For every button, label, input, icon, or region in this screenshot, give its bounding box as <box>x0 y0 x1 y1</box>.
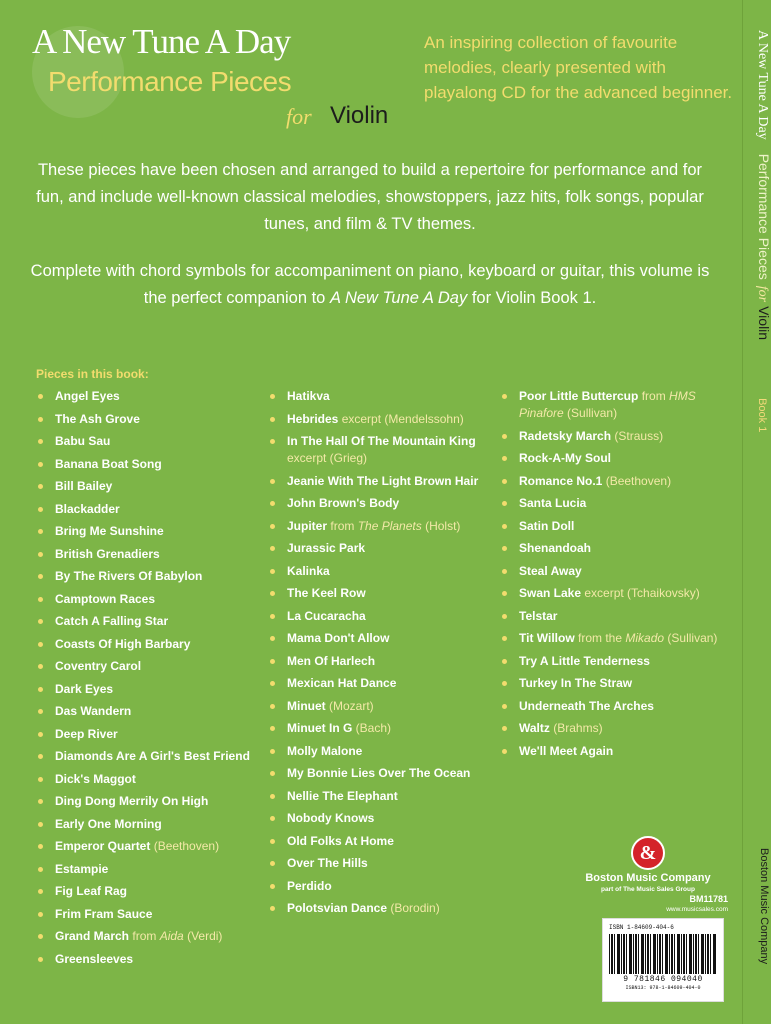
pieces-column-2 <box>268 388 498 923</box>
piece-title: Minuet In G <box>287 721 353 735</box>
piece-title: Early One Morning <box>55 816 162 831</box>
piece-item <box>500 630 738 647</box>
piece-title: Grand March <box>55 929 130 943</box>
piece-item <box>36 861 256 878</box>
piece-item <box>36 703 256 720</box>
publisher-logo-icon: & <box>631 836 665 870</box>
piece-title: Tit Willow <box>519 631 575 645</box>
piece-item <box>500 608 738 625</box>
piece-item <box>268 585 498 602</box>
piece-item <box>36 591 256 608</box>
catalogue-code: BM11781 <box>689 894 728 904</box>
piece-title: Dark Eyes <box>55 681 114 696</box>
publisher-group: part of The Music Sales Group <box>601 886 695 893</box>
piece-title: Polotsvian Dance <box>287 901 388 915</box>
isbn13-label: ISBN13: 978-1-84609-404-0 <box>625 985 701 991</box>
piece-item <box>268 720 498 737</box>
piece-title: Men Of Harlech <box>287 653 376 668</box>
piece-title: The Ash Grove <box>55 411 140 426</box>
piece-title: Telstar <box>519 608 558 623</box>
piece-title: In The Hall Of The Mountain King <box>287 434 476 448</box>
piece-note: excerpt (Grieg) <box>287 451 368 465</box>
piece-title: Ding Dong Merrily On High <box>55 794 209 808</box>
piece-title: Fig Leaf Rag <box>55 884 128 898</box>
series-logo <box>32 18 412 129</box>
piece-note: (Sullivan) <box>567 406 618 420</box>
spine-instrument: Violin <box>756 306 772 341</box>
piece-item <box>268 675 498 692</box>
piece-item <box>36 523 256 540</box>
piece-title: Turkey In The Straw <box>519 676 633 690</box>
piece-item <box>268 900 498 917</box>
pieces-heading: Pieces in this book: <box>36 367 149 381</box>
piece-item <box>268 788 498 805</box>
spine-text <box>750 30 772 1010</box>
piece-item <box>500 698 738 715</box>
piece-item <box>268 608 498 625</box>
piece-item <box>268 765 498 782</box>
piece-item <box>500 518 738 535</box>
piece-title: Catch A Falling Star <box>55 614 169 628</box>
piece-title: Frim Fram Sauce <box>55 906 153 921</box>
piece-title: Swan Lake <box>519 586 582 600</box>
piece-item <box>36 928 256 945</box>
piece-item <box>268 433 498 467</box>
piece-title: Steal Away <box>519 563 582 578</box>
piece-note: excerpt (Tchaikovsky) <box>584 586 700 600</box>
piece-title: Diamonds Are A Girl's Best Friend <box>55 749 250 763</box>
piece-title: Poor Little Buttercup <box>519 389 639 403</box>
piece-work-title: Mikado <box>625 631 665 645</box>
series-for: for <box>286 104 312 129</box>
publisher-url: www.musicsales.com <box>666 906 728 913</box>
piece-note: (Borodin) <box>390 901 440 915</box>
piece-item <box>268 878 498 895</box>
piece-title: Blackadder <box>55 501 120 516</box>
publisher-block <box>568 836 728 914</box>
piece-item <box>36 433 256 450</box>
piece-item <box>36 636 256 653</box>
piece-item <box>36 681 256 698</box>
series-title: A New Tune A Day <box>32 22 291 61</box>
piece-title: Angel Eyes <box>55 389 120 403</box>
piece-item <box>36 478 256 495</box>
piece-item <box>268 855 498 872</box>
piece-title: Underneath The Arches <box>519 698 654 713</box>
piece-item <box>268 411 498 428</box>
piece-item <box>268 473 498 490</box>
piece-note: from the <box>578 631 623 645</box>
piece-title: Nellie The Elephant <box>287 788 398 803</box>
piece-title: Santa Lucia <box>519 496 587 510</box>
piece-item <box>268 698 498 715</box>
piece-item <box>268 810 498 827</box>
piece-item <box>36 793 256 810</box>
piece-title: My Bonnie Lies Over The Ocean <box>287 766 471 780</box>
piece-note: (Beethoven) <box>605 473 672 488</box>
piece-item <box>36 546 256 563</box>
piece-note: (Sullivan) <box>667 631 718 645</box>
piece-title: Rock-A-My Soul <box>519 451 612 465</box>
piece-title: Romance No.1 <box>519 473 603 488</box>
piece-item <box>36 748 256 765</box>
piece-note: (Verdi) <box>187 929 223 943</box>
piece-title: Over The Hills <box>287 856 368 870</box>
piece-title: British Grenadiers <box>55 546 160 561</box>
piece-title: Banana Boat Song <box>55 456 162 471</box>
piece-note: (Bach) <box>355 721 392 735</box>
piece-item <box>268 518 498 535</box>
piece-title: Perdido <box>287 878 332 893</box>
piece-item <box>36 906 256 923</box>
intro-book-title: A New Tune A Day <box>329 289 468 307</box>
piece-item <box>36 726 256 743</box>
piece-item <box>500 473 738 490</box>
tagline: An inspiring collection of favourite melodies, clearly presented with playalong CD for the advanced beginner. <box>424 33 733 102</box>
piece-item <box>268 540 498 557</box>
piece-note: (Mozart) <box>329 698 374 713</box>
piece-work-title: Aida <box>159 929 184 943</box>
piece-item <box>36 838 256 855</box>
spine-book: Book 1 <box>756 398 768 433</box>
piece-title: By The Rivers Of Babylon <box>55 569 203 583</box>
piece-title: Jupiter <box>287 518 328 533</box>
intro-paragraph-2-start: Complete with chord symbols for accompaniment on piano, keyboard or guitar, this volume is the perfect companion to <box>30 262 710 307</box>
piece-note: (Holst) <box>425 518 461 533</box>
piece-item <box>36 501 256 518</box>
piece-item <box>500 428 738 445</box>
piece-item <box>36 568 256 585</box>
piece-item <box>500 450 738 467</box>
piece-work-title: The Planets <box>357 518 422 533</box>
piece-title: We'll Meet Again <box>519 743 614 758</box>
piece-title: Mama Don't Allow <box>287 631 390 645</box>
barcode-bars <box>609 934 717 974</box>
piece-title: La Cucaracha <box>287 608 366 623</box>
spine-publisher: Boston Music Company <box>758 848 770 965</box>
piece-note: (Brahms) <box>553 721 603 735</box>
piece-item <box>500 585 738 602</box>
piece-note: (Strauss) <box>614 428 664 443</box>
piece-item <box>500 563 738 580</box>
pieces-column-1 <box>36 388 256 973</box>
piece-title: Radetsky March <box>519 428 612 443</box>
piece-item <box>500 675 738 692</box>
piece-title: Shenandoah <box>519 541 592 555</box>
spine-subtitle: Performance Pieces <box>756 153 772 280</box>
intro-text <box>30 157 710 332</box>
piece-title: Estampie <box>55 861 109 876</box>
piece-title: Babu Sau <box>55 434 111 448</box>
isbn-label: ISBN 1-84609-404-6 <box>609 924 674 931</box>
piece-title: Dick's Maggot <box>55 771 136 786</box>
piece-title: Nobody Knows <box>287 811 375 825</box>
piece-title: Waltz <box>519 721 550 735</box>
piece-title: Jurassic Park <box>287 541 366 555</box>
piece-title: Greensleeves <box>55 951 134 966</box>
piece-item <box>268 743 498 760</box>
piece-item <box>36 883 256 900</box>
piece-title: Old Folks At Home <box>287 833 394 848</box>
intro-paragraph-2 <box>30 258 710 312</box>
piece-item <box>500 495 738 512</box>
piece-work <box>160 929 184 943</box>
piece-title: Mexican Hat Dance <box>287 676 397 690</box>
piece-item <box>500 540 738 557</box>
piece-item <box>36 411 256 428</box>
piece-item <box>36 456 256 473</box>
barcode-number: 9 781846 094040 <box>623 975 703 984</box>
piece-title: Emperor Quartet <box>55 839 151 853</box>
piece-title: Camptown Races <box>55 591 156 606</box>
barcode <box>602 918 724 1002</box>
piece-title: Molly Malone <box>287 743 363 758</box>
piece-item <box>268 653 498 670</box>
piece-note: excerpt (Mendelssohn) <box>341 411 464 426</box>
piece-work <box>358 519 422 533</box>
piece-title: Satin Doll <box>519 518 575 533</box>
piece-item <box>36 771 256 788</box>
piece-note: (Beethoven) <box>153 839 220 853</box>
series-subtitle: Performance Pieces <box>48 66 292 97</box>
spine-title: A New Tune A Day <box>755 30 770 140</box>
piece-title: Bring Me Sunshine <box>55 524 164 538</box>
piece-title: Kalinka <box>287 563 330 578</box>
piece-title: Try A Little Tenderness <box>519 653 650 668</box>
pieces-column-3 <box>500 388 738 765</box>
piece-item <box>268 495 498 512</box>
piece-item <box>36 951 256 968</box>
piece-item <box>268 833 498 850</box>
intro-paragraph-2-end: for Violin Book 1. <box>471 289 597 307</box>
piece-title: Jeanie With The Light Brown Hair <box>287 473 479 488</box>
piece-note: from <box>132 929 157 943</box>
piece-title: Hatikva <box>287 389 330 403</box>
piece-work-title: HMS Pinafore <box>519 389 696 420</box>
piece-note: from <box>330 518 355 533</box>
spine <box>742 0 771 1024</box>
piece-title: Coventry Carol <box>55 659 142 673</box>
piece-item <box>36 613 256 630</box>
piece-title: Das Wandern <box>55 704 132 718</box>
intro-paragraph-1: These pieces have been chosen and arranged to build a repertoire for performance and for fun, and include well-known classical melodies, showstoppers, jazz hits, folk songs, popular tunes, and film & TV themes. <box>36 161 704 233</box>
piece-title: Minuet <box>287 698 326 713</box>
piece-item <box>268 630 498 647</box>
piece-item <box>500 720 738 737</box>
piece-item <box>36 816 256 833</box>
publisher-name: Boston Music Company <box>585 872 711 884</box>
piece-title: Bill Bailey <box>55 479 113 493</box>
piece-title: Hebrides <box>287 411 339 426</box>
piece-item <box>36 658 256 675</box>
piece-note: from <box>641 389 666 403</box>
piece-item <box>500 653 738 670</box>
piece-title: The Keel Row <box>287 586 366 600</box>
piece-item <box>36 388 256 405</box>
piece-item <box>500 388 738 422</box>
piece-title: John Brown's Body <box>287 496 400 510</box>
spine-for: for <box>755 285 770 303</box>
piece-item <box>268 388 498 405</box>
piece-item <box>500 743 738 760</box>
piece-work <box>625 631 664 645</box>
piece-item <box>268 563 498 580</box>
piece-title: Coasts Of High Barbary <box>55 636 191 651</box>
series-instrument: Violin <box>330 102 389 129</box>
piece-title: Deep River <box>55 726 118 741</box>
